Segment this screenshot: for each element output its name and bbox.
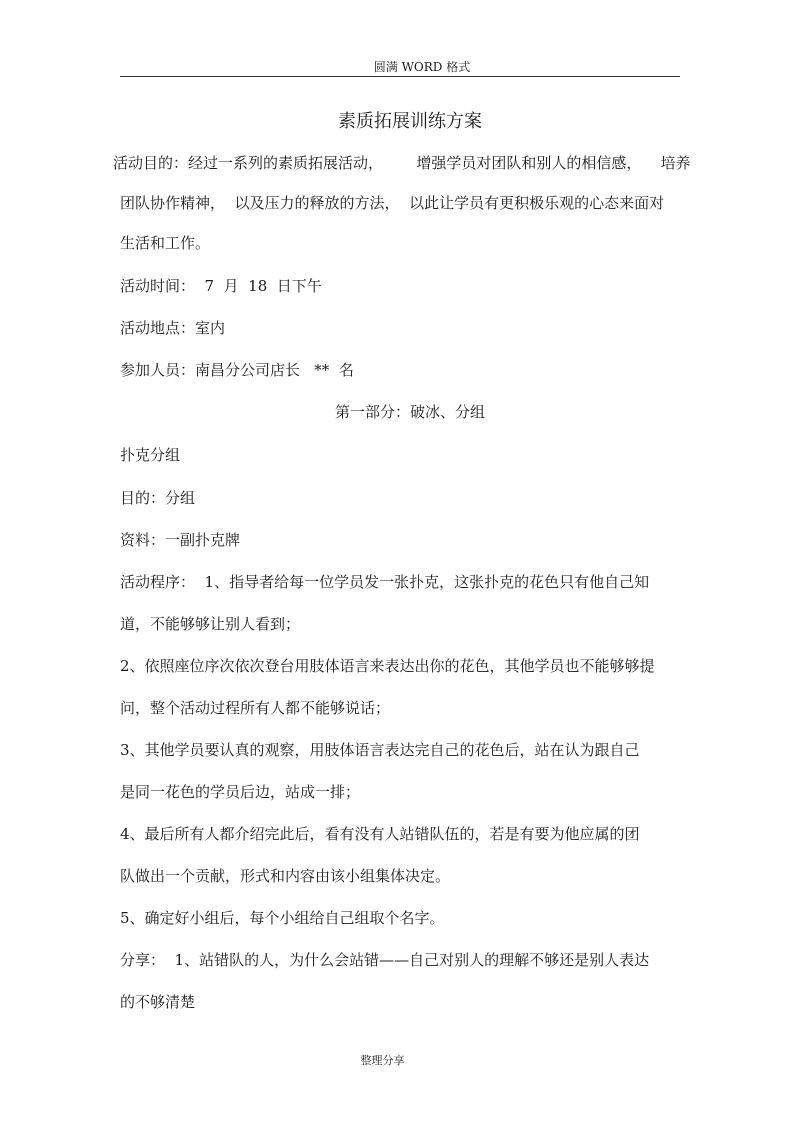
step-3-line-1: 3、其他学员要认真的观察，用肢体语言表达完自己的花色后，站在认为跟自己 <box>120 741 640 759</box>
step-5: 5、确定好小组后，每个小组给自己组取个名字。 <box>120 909 445 927</box>
participants: 参加人员：南昌分公司店长 ** 名 <box>120 361 354 379</box>
share-line-1: 分享： 1、站错队的人，为什么会站错——自己对别人的理解不够还是别人表达 <box>120 951 650 969</box>
section-heading: 第一部分：破冰、分组 <box>334 403 485 421</box>
step-2-line-1: 2、依照座位序次依次登台用肢体语言来表达出你的花色，其他学员也不能够够提 <box>120 657 655 675</box>
step-1-line-2: 道，不能够够让别人看到； <box>120 615 301 633</box>
page-footer: 整理分享 <box>360 1054 405 1067</box>
header-divider <box>120 76 680 77</box>
step-3-line-2: 是同一花色的学员后边，站成一排； <box>120 783 361 801</box>
purpose-line-3: 生活和工作。 <box>120 234 211 252</box>
share-line-2: 的不够清楚 <box>120 993 196 1011</box>
activity-materials: 资料：一副扑克牌 <box>120 531 241 549</box>
activity-time: 活动时间： 7 月 18 日下午 <box>120 277 322 295</box>
step-1-line-1: 活动程序： 1、指导者给每一位学员发一张扑克，这张扑克的花色只有他自己知 <box>120 573 650 591</box>
document-title: 素质拓展训练方案 <box>338 111 482 132</box>
activity-location: 活动地点：室内 <box>120 319 226 337</box>
step-4-line-1: 4、最后所有人都介绍完此后，看有没有人站错队伍的，若是有要为他应属的团 <box>120 825 640 843</box>
activity-goal: 目的：分组 <box>120 489 196 507</box>
purpose-line-1: 活动目的：经过一系列的素质拓展活动， 增强学员对团队和别人的相信感， 培养 <box>113 154 691 172</box>
page-header: 圆满 WORD 格式 <box>373 60 471 74</box>
step-2-line-2: 问，整个活动过程所有人都不能够说话； <box>120 699 391 717</box>
step-4-line-2: 队做出一个贡献，形式和内容由该小组集体决定。 <box>120 867 451 885</box>
purpose-line-2: 团队协作精神， 以及压力的释放的方法， 以此让学员有更积极乐观的心态来面对 <box>120 194 665 212</box>
activity-name: 扑克分组 <box>120 446 181 464</box>
